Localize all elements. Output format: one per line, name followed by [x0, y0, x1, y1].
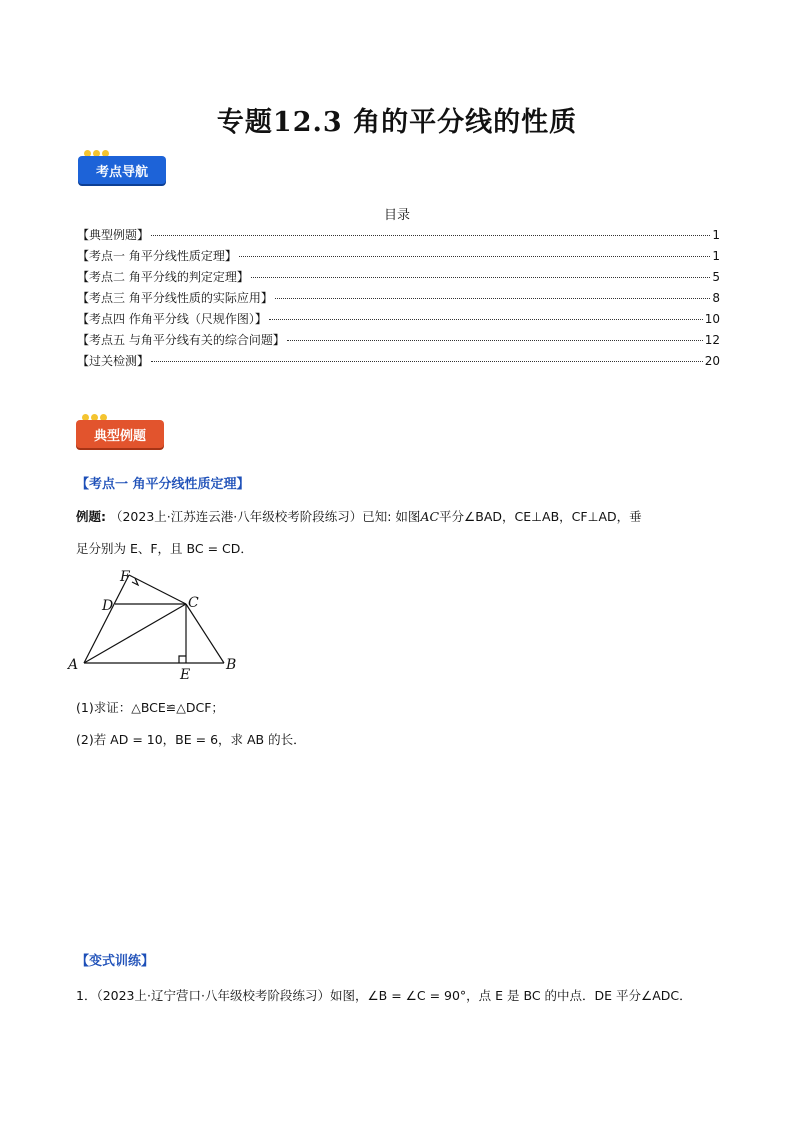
- toc-leader: [251, 277, 711, 278]
- toc-leader: [151, 235, 710, 236]
- toc-item-label: 【考点二 角平分线的判定定理】: [77, 270, 249, 284]
- label-a: A: [68, 657, 79, 673]
- variant-heading: 【变式训练】: [76, 954, 155, 969]
- question-2: (2)若 AD = 10，BE = 6，求 AB 的长．: [76, 732, 306, 747]
- toc-item-label: 【典型例题】: [77, 228, 150, 242]
- toc-leader: [151, 361, 703, 362]
- label-d: D: [102, 598, 114, 614]
- example-ac-c: C: [429, 509, 440, 524]
- geometry-figure: [66, 565, 246, 685]
- segment-fc: [129, 575, 186, 604]
- label-e: E: [180, 667, 191, 683]
- toc-item-page: 1: [712, 228, 720, 242]
- toc-item[interactable]: [77, 268, 720, 289]
- toc-item[interactable]: [77, 352, 720, 373]
- toc-item[interactable]: [77, 289, 720, 310]
- variant-question-1: 1．（2023上·辽宁营口·八年级校考阶段练习）如图，∠B = ∠C = 90°，点 E 是 BC 的中点．DE 平分∠ADC．: [76, 988, 692, 1003]
- nav-badge: 考点导航: [78, 156, 166, 184]
- toc-item-page: 1: [712, 249, 720, 263]
- example-label: 例题:: [76, 509, 106, 524]
- examples-badge-wrap: [76, 414, 166, 452]
- example-source: （2023上·江苏连云港·八年级校考阶段练习）已知: 如图: [109, 509, 421, 524]
- toc-item[interactable]: [77, 310, 720, 331]
- toc-item[interactable]: [77, 226, 720, 247]
- toc-item-page: 8: [712, 291, 720, 305]
- toc-heading: 目录: [383, 208, 410, 223]
- toc-leader: [287, 340, 703, 341]
- toc-item-label: 【考点三 角平分线性质的实际应用】: [77, 291, 273, 305]
- page-title: 专题12.3 角的平分线的性质: [216, 107, 578, 138]
- question-1: (1)求证：△BCE≌△DCF；: [76, 700, 224, 715]
- toc-leader: [275, 298, 711, 299]
- label-f: F: [120, 569, 130, 585]
- table-of-contents: [77, 226, 720, 373]
- toc-item-page: 20: [704, 354, 720, 368]
- toc-item-label: 【考点一 角平分线性质定理】: [77, 249, 237, 263]
- section-heading: 【考点一 角平分线性质定理】: [76, 477, 250, 492]
- toc-leader: [239, 256, 711, 257]
- example-ac: A: [420, 509, 430, 524]
- toc-item[interactable]: [77, 331, 720, 352]
- example-line1-rest: 平分∠BAD，CE⊥AB，CF⊥AD，垂: [439, 509, 642, 524]
- toc-item-page: 10: [704, 312, 720, 326]
- toc-item-label: 【考点四 作角平分线（尺规作图）】: [77, 312, 267, 326]
- example-line-2: 足分别为 E、F，且 BC = CD．: [76, 541, 253, 556]
- toc-item[interactable]: [77, 247, 720, 268]
- toc-item-label: 【考点五 与角平分线有关的综合问题】: [77, 333, 285, 347]
- toc-item-page: 12: [704, 333, 720, 347]
- toc-item-page: 5: [712, 270, 720, 284]
- example-line-1: [76, 507, 726, 525]
- nav-badge-wrap: [78, 150, 168, 188]
- right-angle-e: [179, 656, 186, 663]
- toc-leader: [269, 319, 703, 320]
- examples-badge: 典型例题: [76, 420, 164, 448]
- toc-item-label: 【过关检测】: [77, 354, 150, 368]
- label-b: B: [226, 657, 237, 673]
- segment-cb: [186, 604, 224, 663]
- label-c: C: [188, 595, 199, 611]
